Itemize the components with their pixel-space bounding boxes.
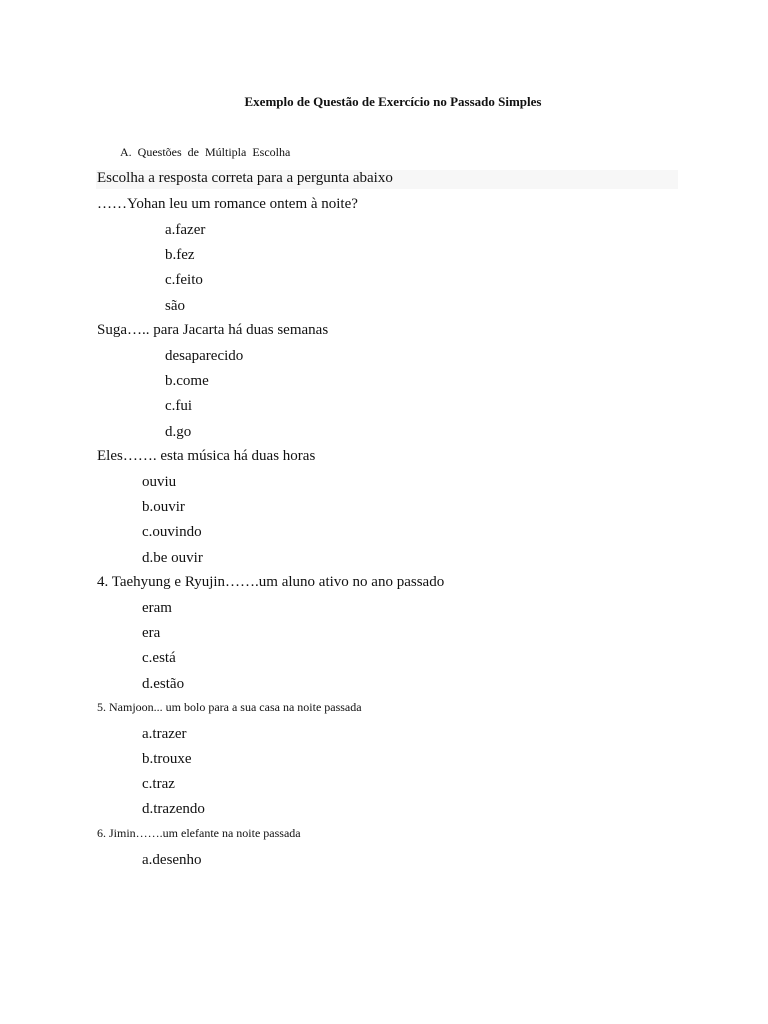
question-5-option-2: b.trouxe bbox=[142, 751, 192, 767]
question-2-option-3: c.fui bbox=[165, 398, 193, 414]
question-5-option-3: c.traz bbox=[142, 776, 175, 792]
question-2-option-2: b.come bbox=[165, 373, 209, 389]
question-4-option-4: d.estão bbox=[142, 676, 185, 692]
section-heading: A. Questões de Múltipla Escolha bbox=[120, 145, 291, 159]
question-3-option-2: b.ouvir bbox=[142, 499, 185, 515]
question-4: 4. Taehyung e Ryujin…….um aluno ativo no ano passado bbox=[97, 574, 445, 590]
question-2-option-4: d.go bbox=[165, 424, 192, 440]
question-1-option-2: b.fez bbox=[165, 247, 195, 263]
question-1-option-1: a.fazer bbox=[165, 222, 206, 238]
question-4-option-3: c.está bbox=[142, 650, 176, 666]
question-1: ……Yohan leu um romance ontem à noite? bbox=[97, 196, 358, 212]
document-title: Exemplo de Questão de Exercício no Passado Simples bbox=[244, 94, 542, 109]
question-2-option-1: desaparecido bbox=[165, 348, 244, 364]
question-2: Suga….. para Jacarta há duas semanas bbox=[97, 322, 329, 338]
question-3-option-3: c.ouvindo bbox=[142, 524, 202, 540]
question-4-option-1: eram bbox=[142, 600, 172, 616]
question-1-option-4: são bbox=[165, 298, 185, 314]
question-5: 5. Namjoon... um bolo para a sua casa na noite passada bbox=[97, 700, 362, 714]
question-6-option-1: a.desenho bbox=[142, 852, 202, 868]
question-5-option-1: a.trazer bbox=[142, 726, 187, 742]
question-3-option-4: d.be ouvir bbox=[142, 550, 203, 566]
question-3: Eles……. esta música há duas horas bbox=[97, 448, 316, 464]
question-6: 6. Jimin…….um elefante na noite passada bbox=[97, 826, 301, 840]
question-1-option-3: c.feito bbox=[165, 272, 203, 288]
question-4-option-2: era bbox=[142, 625, 161, 641]
question-5-option-4: d.trazendo bbox=[142, 801, 205, 817]
question-3-option-1: ouviu bbox=[142, 474, 177, 490]
instruction-text: Escolha a resposta correta para a pergunta abaixo bbox=[97, 170, 393, 186]
